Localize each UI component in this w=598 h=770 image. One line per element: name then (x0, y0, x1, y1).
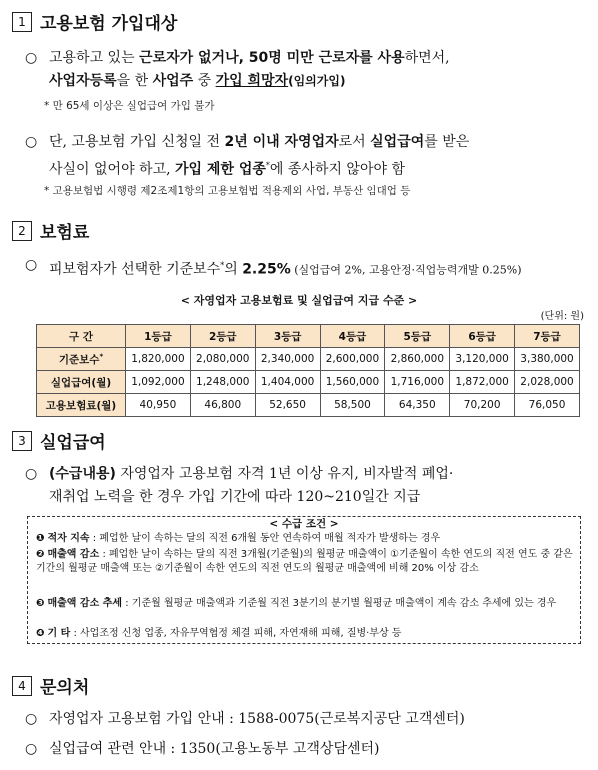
table-cell: 2,600,000 (320, 348, 385, 371)
circle-bullet-icon: ○ (25, 50, 38, 66)
contact-item: ○ 자영업자 고용보험 가입 안내 : 1588-0075(근로복지공단 고객센터) (25, 708, 585, 731)
number-icon: ❸ (36, 598, 45, 609)
contact-item: ○ 실업급여 관련 안내 : 1350(고용노동부 고객상담센터) (25, 738, 585, 761)
table-cell: 1,716,000 (385, 371, 450, 394)
condition-item: ❸ 매출액 감소 추세 : 기준월 월평균 매출액과 기준월 직전 3분기의 분기별 월평균 매출액이 계속 감소 추세에 있는 경우 (36, 598, 557, 609)
table-cell: 3,380,000 (515, 348, 580, 371)
conditions-title: < 수급 조건 > (269, 518, 339, 530)
table-header-cell: 7등급 (515, 325, 580, 348)
table-cell: 1,092,000 (126, 371, 191, 394)
table-header-cell: 4등급 (320, 325, 385, 348)
table-cell: 1,404,000 (255, 371, 320, 394)
table-cell: 1,820,000 (126, 348, 191, 371)
table-cell: 52,650 (255, 394, 320, 417)
circle-bullet-icon: ○ (25, 741, 38, 757)
table-cell: 2,028,000 (515, 371, 580, 394)
age-note: * 만 65세 이상은 실업급여 가입 불가 (44, 100, 215, 112)
table-cell: 2,080,000 (190, 348, 255, 371)
table-header-cell: 구 간 (37, 325, 126, 348)
section-number: 3 (12, 431, 32, 451)
section-2-header (12, 218, 89, 243)
coverage-paragraph: ○ 고용하고 있는 근로자가 없거나, 50명 미만 근로자를 사용하면서, 사업자등록을 한 사업주 중 가입 희망자(임의가입) (25, 47, 585, 93)
table-title: < 자영업자 고용보험료 및 실업급여 지급 수준 > (180, 294, 418, 307)
section-3-header (12, 428, 106, 453)
row-label: 고용보험료(월) (37, 394, 126, 417)
table-cell: 76,050 (515, 394, 580, 417)
circle-bullet-icon: ○ (25, 466, 38, 482)
section-number: 2 (12, 221, 32, 241)
conditions-box (27, 516, 581, 644)
exclusion-note: * 고용보험법 시행령 제2조제1항의 고용보험법 적용제외 사업, 부동산 임대업 등 (44, 185, 411, 197)
section-title: 실업급여 (40, 433, 106, 453)
benefit-paragraph: ○ (수급내용) 자영업자 고용보험 자격 1년 이상 유지, 비자발적 폐업· 재취업 노력을 한 경우 가입 기간에 따라 120~210일간 지급 (25, 463, 585, 509)
condition-item: ❹ 기 타 : 사업조정 신청 업종, 자유무역협정 체결 피해, 자연재해 피해, 질병·부상 등 (36, 628, 402, 639)
section-number: 1 (12, 12, 32, 32)
table-cell: 1,872,000 (450, 371, 515, 394)
table-row (37, 394, 580, 417)
section-title: 고용보험 가입대상 (40, 14, 178, 34)
number-icon: ❹ (36, 628, 45, 639)
table-header-row (37, 325, 580, 348)
section-1-header (12, 9, 177, 34)
premium-table (36, 324, 580, 417)
circle-bullet-icon: ○ (25, 257, 38, 273)
condition-item: ❶ 적자 지속 : 폐업한 날이 속하는 달의 직전 6개월 동안 연속하여 매월 적자가 발생하는 경우 (36, 533, 441, 544)
number-icon: ❶ (36, 533, 45, 544)
table-cell: 2,860,000 (385, 348, 450, 371)
table-header-cell: 6등급 (450, 325, 515, 348)
section-number: 4 (12, 676, 32, 696)
restriction-paragraph: ○ 단, 고용보험 가입 신청일 전 2년 이내 자영업자로서 실업급여를 받은 사실이 없어야 하고, 가입 제한 업종*에 종사하지 않아야 함 (25, 131, 585, 182)
section-4-header (12, 673, 89, 698)
premium-paragraph: ○ 피보험자가 선택한 기준보수*의 2.25% (실업급여 2%, 고용안정·직업능력개발 0.25%) (25, 254, 585, 282)
circle-bullet-icon: ○ (25, 134, 38, 150)
section-title: 보험료 (40, 223, 90, 243)
premium-rate: 2.25% (242, 261, 291, 278)
condition-item: ❷ 매출액 감소 : 폐업한 날이 속하는 달의 직전 3개월(기준월)의 월평균 매출액이 ①기준월이 속한 연도의 직전 연도 중 같은 기간의 월평균 매출액 또는 ②기준월이 속한 연도의 직전 연도의 월평균 매출액에 비해 20% 이상 감소 (36, 549, 573, 574)
table-cell: 1,248,000 (190, 371, 255, 394)
table-header-cell: 5등급 (385, 325, 450, 348)
table-cell: 3,120,000 (450, 348, 515, 371)
row-label: 기준보수* (37, 348, 126, 371)
circle-bullet-icon: ○ (25, 711, 38, 727)
table-cell: 1,560,000 (320, 371, 385, 394)
table-header-cell: 2등급 (190, 325, 255, 348)
table-unit: (단위: 원) (540, 311, 584, 322)
table-header-cell: 1등급 (126, 325, 191, 348)
table-cell: 2,340,000 (255, 348, 320, 371)
table-cell: 64,350 (385, 394, 450, 417)
table-row (37, 348, 580, 371)
table-cell: 58,500 (320, 394, 385, 417)
table-cell: 70,200 (450, 394, 515, 417)
table-row (37, 371, 580, 394)
section-title: 문의처 (40, 678, 90, 698)
table-cell: 46,800 (190, 394, 255, 417)
table-cell: 40,950 (126, 394, 191, 417)
row-label: 실업급여(월) (37, 371, 126, 394)
number-icon: ❷ (36, 549, 45, 560)
table-header-cell: 3등급 (255, 325, 320, 348)
